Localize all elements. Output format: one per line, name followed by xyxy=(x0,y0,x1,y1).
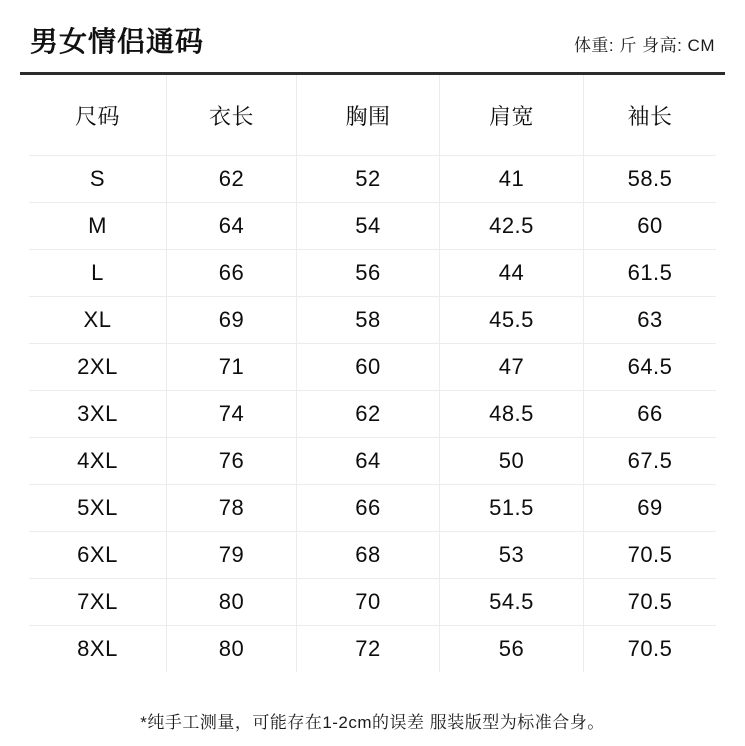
value-cell: 64 xyxy=(296,437,439,484)
value-cell: 70.5 xyxy=(583,531,716,578)
column-header-length: 衣长 xyxy=(166,75,296,155)
value-cell: 60 xyxy=(296,343,439,390)
value-cell: 64 xyxy=(166,202,296,249)
value-cell: 56 xyxy=(296,249,439,296)
value-cell: 70 xyxy=(296,578,439,625)
value-cell: 78 xyxy=(166,484,296,531)
value-cell: 69 xyxy=(166,296,296,343)
value-cell: 61.5 xyxy=(583,249,716,296)
value-cell: 54.5 xyxy=(439,578,583,625)
value-cell: 48.5 xyxy=(439,390,583,437)
value-cell: 76 xyxy=(166,437,296,484)
value-cell: 66 xyxy=(583,390,716,437)
value-cell: 74 xyxy=(166,390,296,437)
column-header-chest: 胸围 xyxy=(296,75,439,155)
value-cell: 45.5 xyxy=(439,296,583,343)
size-label: M xyxy=(29,202,166,249)
column-header-size: 尺码 xyxy=(74,103,120,129)
value-cell: 60 xyxy=(583,202,716,249)
units-note: 体重: 斤 身高: CM xyxy=(573,36,715,55)
value-cell: 66 xyxy=(296,484,439,531)
value-cell: 42.5 xyxy=(439,202,583,249)
size-label: 2XL xyxy=(29,343,166,390)
size-label: L xyxy=(29,249,166,296)
value-cell: 63 xyxy=(583,296,716,343)
column-header-sleeve: 袖长 xyxy=(583,75,716,155)
size-table xyxy=(29,75,716,672)
measurement-footnote: *纯手工测量，可能存在1-2cm的误差 服装版型为标准合身。 xyxy=(140,713,605,733)
value-cell: 62 xyxy=(296,390,439,437)
value-cell: 41 xyxy=(439,155,583,202)
value-cell: 58.5 xyxy=(583,155,716,202)
column-header-shoulder: 肩宽 xyxy=(439,75,583,155)
value-cell: 72 xyxy=(296,625,439,672)
value-cell: 69 xyxy=(583,484,716,531)
value-cell: 58 xyxy=(296,296,439,343)
value-cell: 51.5 xyxy=(439,484,583,531)
value-cell: 54 xyxy=(296,202,439,249)
value-cell: 50 xyxy=(439,437,583,484)
value-cell: 44 xyxy=(439,249,583,296)
value-cell: 80 xyxy=(166,625,296,672)
page-title: 男女情侣通码 xyxy=(30,26,205,57)
value-cell: 64.5 xyxy=(583,343,716,390)
value-cell: 47 xyxy=(439,343,583,390)
value-cell: 53 xyxy=(439,531,583,578)
value-cell: 79 xyxy=(166,531,296,578)
size-label: XL xyxy=(29,296,166,343)
size-label: 8XL xyxy=(29,625,166,672)
size-label: 7XL xyxy=(29,578,166,625)
value-cell: 52 xyxy=(296,155,439,202)
value-cell: 66 xyxy=(166,249,296,296)
size-label: 6XL xyxy=(29,531,166,578)
value-cell: 62 xyxy=(166,155,296,202)
value-cell: 71 xyxy=(166,343,296,390)
value-cell: 68 xyxy=(296,531,439,578)
value-cell: 70.5 xyxy=(583,578,716,625)
value-cell: 67.5 xyxy=(583,437,716,484)
size-label: 5XL xyxy=(29,484,166,531)
size-label: S xyxy=(29,155,166,202)
value-cell: 56 xyxy=(439,625,583,672)
value-cell: 70.5 xyxy=(583,625,716,672)
value-cell: 80 xyxy=(166,578,296,625)
page-header xyxy=(0,0,745,58)
size-label: 4XL xyxy=(29,437,166,484)
size-label: 3XL xyxy=(29,390,166,437)
